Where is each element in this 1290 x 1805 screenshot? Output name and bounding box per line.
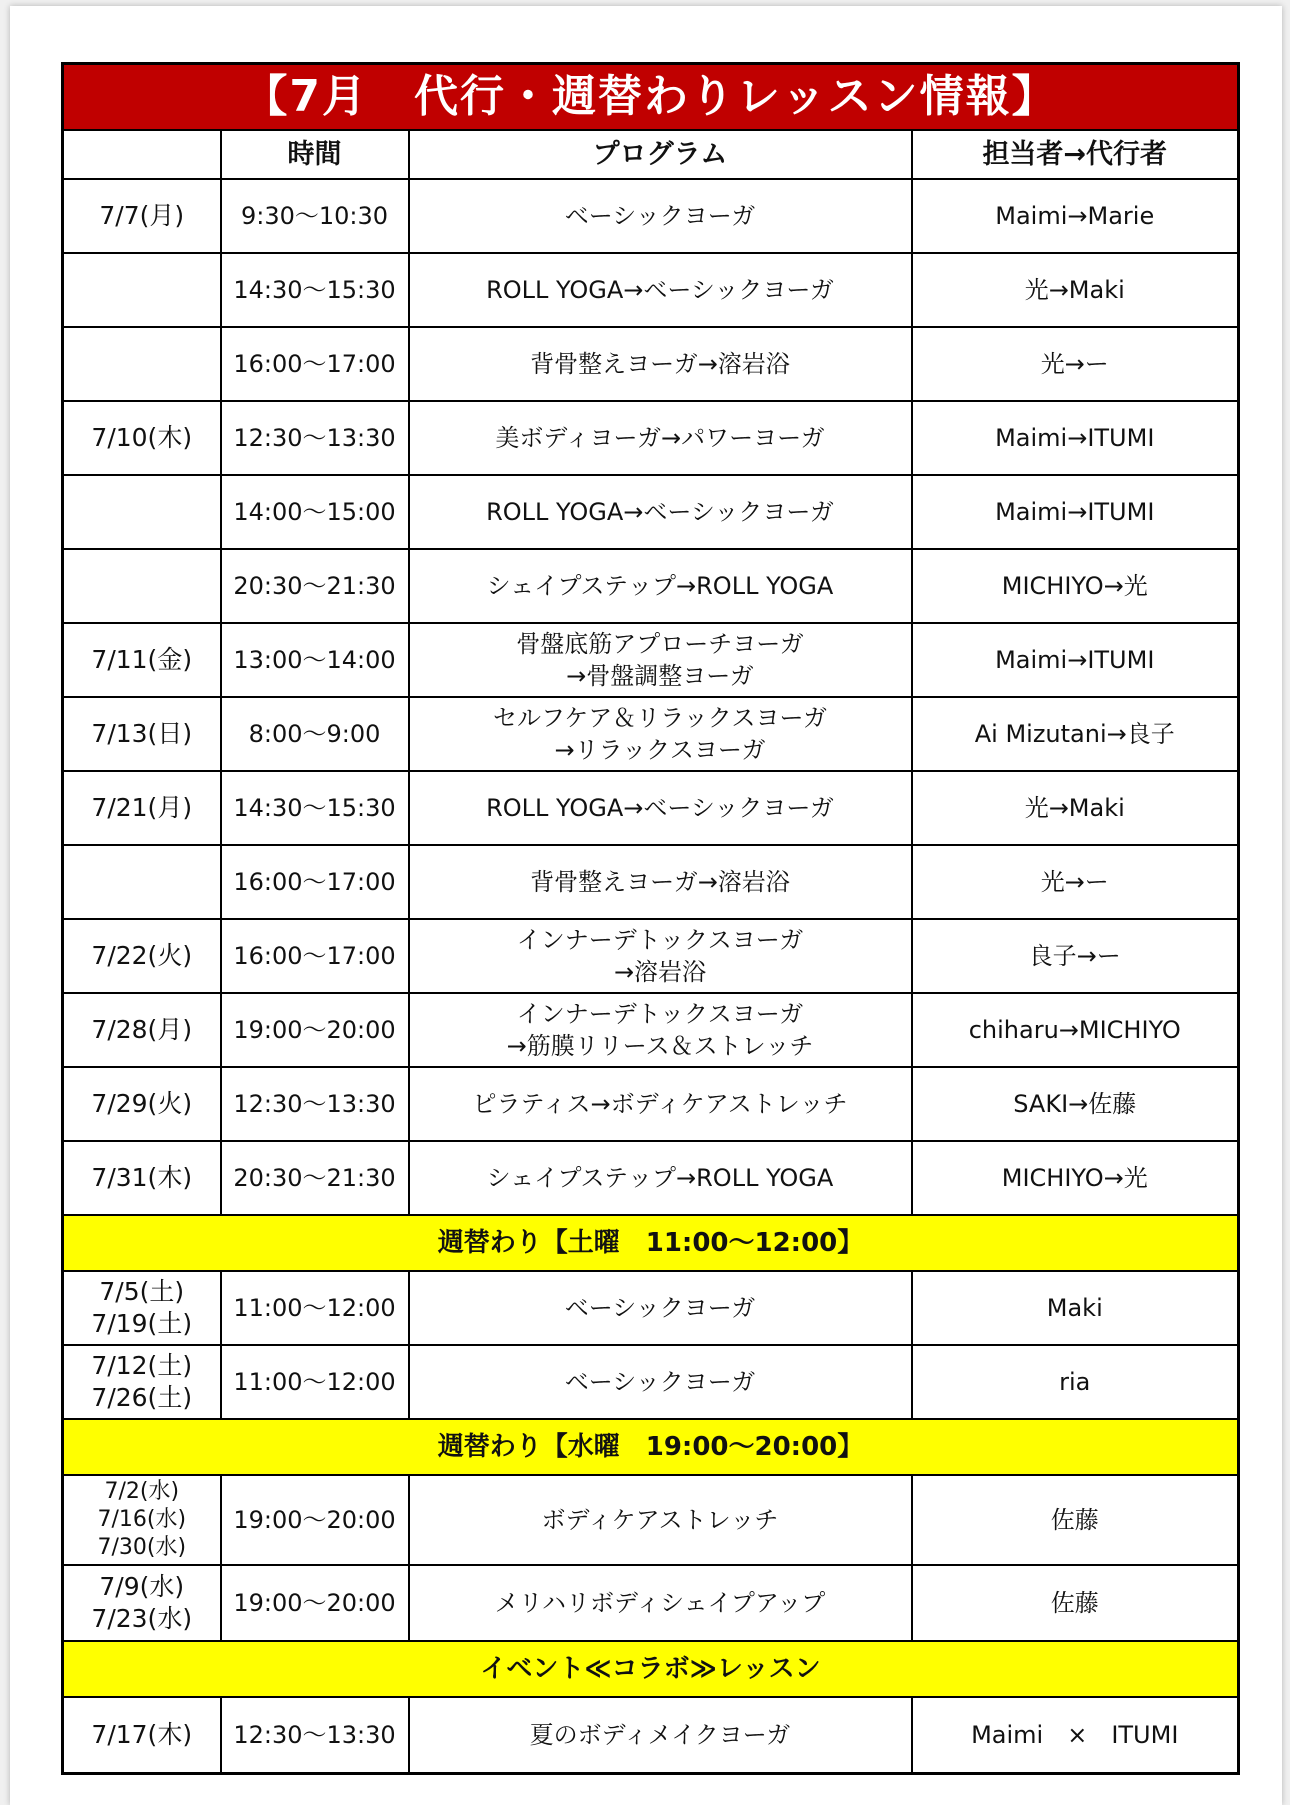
line: 7/5(土) [99, 1277, 185, 1306]
line: 7/11(金) [91, 645, 193, 674]
program-cell [409, 845, 912, 919]
time-cell: 11:00〜12:00 [221, 1345, 409, 1419]
section-title: 週替わり【水曜 19:00〜20:00】 [63, 1419, 1239, 1475]
line: ROLL YOGA→ベーシックヨーガ [486, 276, 834, 304]
header-time: 時間 [221, 130, 409, 179]
instructor-cell: 光→Maki [912, 253, 1239, 327]
date-cell [63, 327, 221, 401]
line: ベーシックヨーガ [564, 1294, 756, 1322]
program-cell [409, 1345, 912, 1419]
instructor-cell: chiharu→MICHIYO [912, 993, 1239, 1067]
date-cell [63, 549, 221, 623]
date-cell [63, 1345, 221, 1419]
instructor-cell: MICHIYO→光 [912, 1141, 1239, 1215]
instructor-cell: 光→Maki [912, 771, 1239, 845]
section-header-row [63, 1419, 1239, 1475]
time-cell: 13:00〜14:00 [221, 623, 409, 697]
date-cell [63, 1271, 221, 1345]
program-cell [409, 1141, 912, 1215]
program-cell [409, 253, 912, 327]
date-cell [63, 1475, 221, 1565]
table-row [63, 1271, 1239, 1345]
line: セルフケア＆リラックスヨーガ [492, 704, 828, 732]
line: 7/10(木) [91, 423, 193, 452]
instructor-cell: 佐藤 [912, 1475, 1239, 1565]
date-cell [63, 401, 221, 475]
time-cell: 16:00〜17:00 [221, 845, 409, 919]
table-row [63, 845, 1239, 919]
header-program: プログラム [409, 130, 912, 179]
time-cell: 14:30〜15:30 [221, 771, 409, 845]
line: 7/7(月) [99, 201, 185, 230]
instructor-cell: SAKI→佐藤 [912, 1067, 1239, 1141]
line: 7/23(水) [91, 1604, 193, 1633]
header-date [63, 130, 221, 179]
table-row [63, 179, 1239, 253]
header-instructor: 担当者→代行者 [912, 130, 1239, 179]
time-cell: 9:30〜10:30 [221, 179, 409, 253]
program-cell [409, 623, 912, 697]
line: ROLL YOGA→ベーシックヨーガ [486, 498, 834, 526]
date-cell [63, 179, 221, 253]
instructor-cell: Maimi→ITUMI [912, 401, 1239, 475]
line: ROLL YOGA→ベーシックヨーガ [486, 794, 834, 822]
program-cell [409, 993, 912, 1067]
time-cell: 12:30〜13:30 [221, 401, 409, 475]
instructor-cell: Maimi→ITUMI [912, 623, 1239, 697]
line: ベーシックヨーガ [564, 1368, 756, 1396]
instructor-cell: 良子→ー [912, 919, 1239, 993]
section-title: 週替わり【土曜 11:00〜12:00】 [63, 1215, 1239, 1271]
table-row [63, 327, 1239, 401]
instructor-cell: Maimi→Marie [912, 179, 1239, 253]
table-row [63, 549, 1239, 623]
table-row [63, 1697, 1239, 1774]
line: 骨盤底筋アプローチヨーガ [516, 630, 804, 658]
table-row [63, 1475, 1239, 1565]
section-title: イベント≪コラボ≫レッスン [63, 1641, 1239, 1697]
line: 7/17(木) [91, 1720, 193, 1749]
program-cell [409, 401, 912, 475]
program-cell [409, 1475, 912, 1565]
instructor-cell: ria [912, 1345, 1239, 1419]
line: シェイプステップ→ROLL YOGA [486, 572, 834, 600]
line: →溶岩浴 [613, 958, 707, 986]
time-cell: 14:00〜15:00 [221, 475, 409, 549]
time-cell: 12:30〜13:30 [221, 1067, 409, 1141]
line: →骨盤調整ヨーガ [566, 662, 754, 690]
line: ピラティス→ボディケアストレッチ [472, 1090, 848, 1118]
time-cell: 19:00〜20:00 [221, 1565, 409, 1641]
table-row [63, 253, 1239, 327]
title-row [63, 64, 1239, 131]
date-cell [63, 697, 221, 771]
program-cell [409, 919, 912, 993]
time-cell: 19:00〜20:00 [221, 993, 409, 1067]
line: →筋膜リリース＆ストレッチ [506, 1032, 814, 1060]
document-page [10, 6, 1282, 1805]
time-cell: 20:30〜21:30 [221, 549, 409, 623]
time-cell: 19:00〜20:00 [221, 1475, 409, 1565]
program-cell [409, 1565, 912, 1641]
program-cell [409, 549, 912, 623]
line: 美ボディヨーガ→パワーヨーガ [495, 424, 825, 452]
table-row [63, 771, 1239, 845]
line: 7/26(土) [91, 1383, 193, 1412]
table-row [63, 475, 1239, 549]
instructor-cell: MICHIYO→光 [912, 549, 1239, 623]
date-cell [63, 845, 221, 919]
section-header-row [63, 1641, 1239, 1697]
table-row [63, 401, 1239, 475]
line: 背骨整えヨーガ→溶岩浴 [530, 350, 790, 378]
program-cell [409, 697, 912, 771]
program-cell [409, 771, 912, 845]
line: 7/31(木) [91, 1163, 193, 1192]
instructor-cell: 光→ー [912, 845, 1239, 919]
date-cell [63, 993, 221, 1067]
table-row [63, 993, 1239, 1067]
line: 7/19(土) [91, 1309, 193, 1338]
date-cell [63, 1141, 221, 1215]
date-cell [63, 1697, 221, 1774]
time-cell: 16:00〜17:00 [221, 919, 409, 993]
date-cell [63, 1067, 221, 1141]
line: 7/21(月) [91, 793, 193, 822]
time-cell: 8:00〜9:00 [221, 697, 409, 771]
instructor-cell: Maki [912, 1271, 1239, 1345]
line: ボディケアストレッチ [541, 1506, 779, 1534]
time-cell: 16:00〜17:00 [221, 327, 409, 401]
line: シェイプステップ→ROLL YOGA [486, 1164, 834, 1192]
time-cell: 11:00〜12:00 [221, 1271, 409, 1345]
line: 7/13(日) [91, 719, 193, 748]
line: ベーシックヨーガ [564, 202, 756, 230]
table-row [63, 697, 1239, 771]
header-row [63, 130, 1239, 179]
date-cell [63, 475, 221, 549]
line: 夏のボディメイクヨーガ [529, 1721, 791, 1749]
program-cell [409, 475, 912, 549]
line: 7/12(土) [91, 1351, 193, 1380]
instructor-cell: Maimi→ITUMI [912, 475, 1239, 549]
date-cell [63, 771, 221, 845]
table-row [63, 919, 1239, 993]
time-cell: 14:30〜15:30 [221, 253, 409, 327]
line: 7/29(火) [91, 1089, 193, 1118]
line: →リラックスヨーガ [554, 736, 766, 764]
instructor-cell: Maimi × ITUMI [912, 1697, 1239, 1774]
line: 7/30(水) [97, 1535, 187, 1560]
date-cell [63, 1565, 221, 1641]
page-title: 【7月 代行・週替わりレッスン情報】 [63, 64, 1239, 131]
line: 7/16(水) [97, 1507, 187, 1532]
line: 7/9(水) [99, 1572, 185, 1601]
instructor-cell: 光→ー [912, 327, 1239, 401]
table-row [63, 1067, 1239, 1141]
lesson-table [61, 62, 1240, 1775]
line: 7/28(月) [91, 1015, 193, 1044]
line: メリハリボディシェイプアップ [494, 1589, 826, 1617]
line: インナーデトックスヨーガ [516, 1000, 804, 1028]
instructor-cell: 佐藤 [912, 1565, 1239, 1641]
section-header-row [63, 1215, 1239, 1271]
line: 背骨整えヨーガ→溶岩浴 [530, 868, 790, 896]
line: 7/2(水) [104, 1479, 180, 1504]
date-cell [63, 623, 221, 697]
table-row [63, 1565, 1239, 1641]
time-cell: 12:30〜13:30 [221, 1697, 409, 1774]
date-cell [63, 919, 221, 993]
table-row [63, 1345, 1239, 1419]
line: インナーデトックスヨーガ [516, 926, 804, 954]
program-cell [409, 1271, 912, 1345]
program-cell [409, 1697, 912, 1774]
table-row [63, 1141, 1239, 1215]
instructor-cell: Ai Mizutani→良子 [912, 697, 1239, 771]
time-cell: 20:30〜21:30 [221, 1141, 409, 1215]
program-cell [409, 327, 912, 401]
program-cell [409, 1067, 912, 1141]
line: 7/22(火) [91, 941, 193, 970]
program-cell [409, 179, 912, 253]
date-cell [63, 253, 221, 327]
table-row [63, 623, 1239, 697]
